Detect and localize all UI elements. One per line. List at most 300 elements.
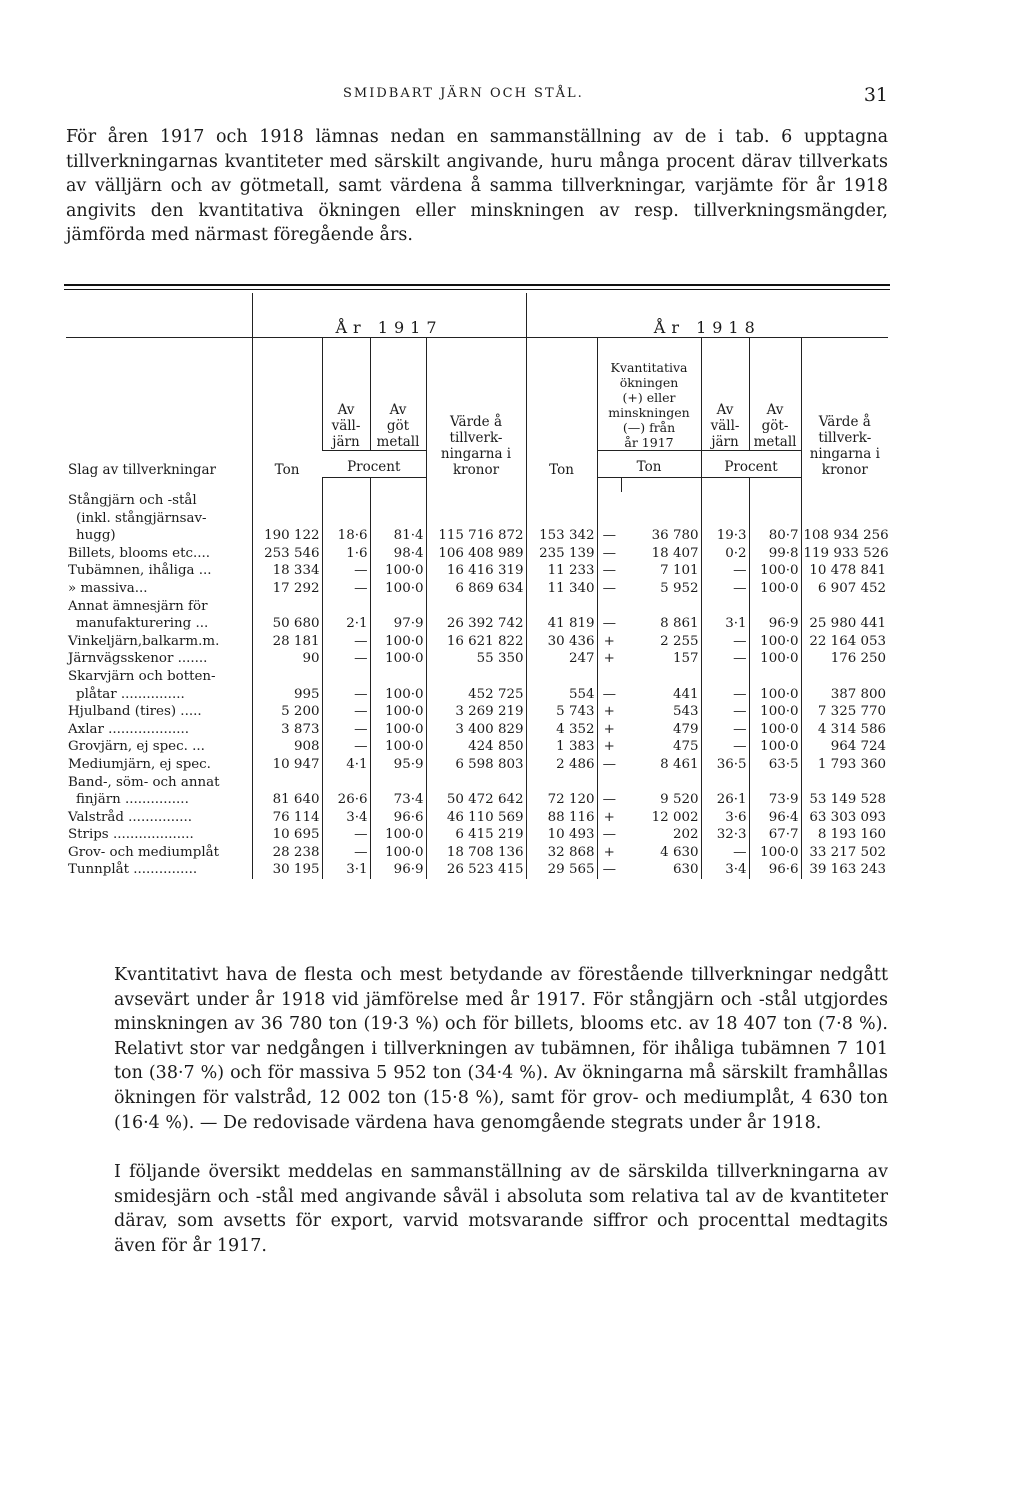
- cell-v17: —: [322, 562, 370, 580]
- hdr-line: (+) eller: [622, 390, 676, 405]
- intro-paragraph: För åren 1917 och 1918 lämnas nedan en sammanställning av de i tab. 6 upptagna tillverkningarnas kvantiteter med särskilt angivande, huru många procent därav tillverkats av välljärn och av götmetall, samt värdena å samma tillverkningar, varjämte för år 1918 angivits den kvantitativa ökningen eller minskningen av resp. tillverkningsmängder, jämförda med närmast föregående års.: [66, 127, 888, 246]
- cell-val18: 8 193 160: [801, 826, 888, 844]
- cell-g17: 100·0: [370, 826, 426, 844]
- cell-g17: 100·0: [370, 738, 426, 756]
- table-row: [66, 633, 888, 651]
- cell-sign: +: [597, 650, 621, 668]
- row-label: Grov- och mediumplåt: [68, 844, 219, 860]
- cell-diff: 36 780: [651, 528, 699, 544]
- cell-t17: 5 200: [252, 703, 322, 721]
- hdr-line: metall: [753, 434, 797, 450]
- cell-t18: 32 868: [526, 844, 597, 862]
- cell-val18: 108 934 256: [801, 527, 888, 545]
- table-body: [66, 478, 888, 880]
- cell-val18: [801, 492, 888, 510]
- cell-v18: [701, 492, 749, 510]
- cell-diff: 157: [672, 651, 699, 667]
- table-row: [66, 527, 888, 545]
- cell-g17: 95·9: [370, 756, 426, 774]
- cell-g18: 96·9: [749, 615, 801, 633]
- cell-g18: 100·0: [749, 633, 801, 651]
- table-row: [66, 615, 888, 633]
- cell-g17: 98·4: [370, 545, 426, 563]
- cell-sign: [597, 668, 621, 686]
- table-row: [66, 826, 888, 844]
- cell-v17: 4·1: [322, 756, 370, 774]
- cell-g17: 81·4: [370, 527, 426, 545]
- table-spacer-row: [66, 478, 888, 493]
- table-top-rule-thin: [64, 289, 890, 290]
- cell-v18: —: [701, 721, 749, 739]
- table-row: [66, 545, 888, 563]
- cell-v18: 3·6: [701, 809, 749, 827]
- row-label: Band-, söm- och annat: [68, 774, 220, 790]
- cell-g17: 96·6: [370, 809, 426, 827]
- page-header: [0, 84, 1024, 108]
- cell-v17: —: [322, 738, 370, 756]
- hdr-line: metall: [376, 434, 420, 450]
- cell-t18: 11 340: [526, 580, 597, 598]
- cell-diff: 8 461: [660, 756, 699, 772]
- hdr-line: göt: [386, 418, 410, 434]
- cell-v18: —: [701, 562, 749, 580]
- hdr-line: järn: [711, 434, 739, 450]
- cell-val17: 6 415 219: [426, 826, 526, 844]
- cell-sign: +: [597, 633, 621, 651]
- cell-g18: 67·7: [749, 826, 801, 844]
- cell-g17: 100·0: [370, 844, 426, 862]
- cell-v17: —: [322, 826, 370, 844]
- cell-diff: [621, 668, 701, 686]
- cell-v17: —: [322, 844, 370, 862]
- table-row: [66, 756, 888, 774]
- spacer-cell: [621, 478, 701, 493]
- production-table: [66, 293, 888, 879]
- table-row: [66, 721, 888, 739]
- cell-diff: [621, 774, 701, 792]
- cell-v17: 2·1: [322, 615, 370, 633]
- cell-val18: 33 217 502: [801, 844, 888, 862]
- cell-g17: [370, 510, 426, 528]
- header-kind: Slag av tillverkningar: [68, 461, 216, 478]
- cell-g17: 100·0: [370, 703, 426, 721]
- cell-t18: 29 565: [526, 861, 597, 879]
- cell-t18: [526, 598, 597, 616]
- cell-val17: 55 350: [426, 650, 526, 668]
- cell-val18: 39 163 243: [801, 861, 888, 879]
- cell-g17: 100·0: [370, 650, 426, 668]
- spacer-cell: [252, 478, 322, 493]
- cell-val18: 964 724: [801, 738, 888, 756]
- cell-diff: 4 630: [660, 844, 699, 860]
- cell-diff: [621, 492, 701, 510]
- table-row: [66, 562, 888, 580]
- hdr-line: tillverk-: [818, 429, 872, 446]
- cell-v17: —: [322, 633, 370, 651]
- spacer-cell: [426, 478, 526, 493]
- cell-v18: 36·5: [701, 756, 749, 774]
- cell-g17: 100·0: [370, 580, 426, 598]
- cell-t18: [526, 492, 597, 510]
- cell-val17: 50 472 642: [426, 791, 526, 809]
- cell-t18: 247: [526, 650, 597, 668]
- cell-val17: [426, 598, 526, 616]
- cell-v18: 19·3: [701, 527, 749, 545]
- table-row: [66, 668, 888, 686]
- cell-v18: [701, 510, 749, 528]
- row-label: Tubämnen, ihåliga ...: [68, 563, 212, 579]
- row-label: Billets, blooms etc....: [68, 545, 211, 561]
- row-label: Valstråd ...............: [68, 809, 193, 825]
- cell-diff: 2 255: [660, 633, 699, 649]
- header-varde-1918: [801, 338, 888, 478]
- running-title: SMIDBART JÄRN OCH STÅL.: [343, 86, 584, 101]
- cell-t17: 81 640: [252, 791, 322, 809]
- cell-val17: 115 716 872: [426, 527, 526, 545]
- cell-val17: 3 269 219: [426, 703, 526, 721]
- cell-val17: 46 110 569: [426, 809, 526, 827]
- hdr-line: ökningen: [619, 375, 679, 390]
- cell-t18: 30 436: [526, 633, 597, 651]
- header-varde-1917: [426, 338, 526, 478]
- header-gotmetall-1917: [370, 338, 426, 451]
- cell-t17: 908: [252, 738, 322, 756]
- cell-sign: +: [597, 738, 621, 756]
- cell-v17: 18·6: [322, 527, 370, 545]
- cell-t17: [252, 774, 322, 792]
- cell-val17: 16 621 822: [426, 633, 526, 651]
- cell-g18: 99·8: [749, 545, 801, 563]
- cell-g17: 100·0: [370, 562, 426, 580]
- cell-t18: 554: [526, 686, 597, 704]
- cell-t17: [252, 510, 322, 528]
- unit-procent-1918: Procent: [701, 451, 801, 478]
- cell-g17: 100·0: [370, 721, 426, 739]
- cell-t18: 1 383: [526, 738, 597, 756]
- cell-t18: 88 116: [526, 809, 597, 827]
- cell-t17: 190 122: [252, 527, 322, 545]
- cell-g18: 96·4: [749, 809, 801, 827]
- table-row: [66, 809, 888, 827]
- row-label: Skarvjärn och botten-: [68, 668, 216, 684]
- table-row: [66, 774, 888, 792]
- cell-sign: +: [597, 703, 621, 721]
- table-row: [66, 861, 888, 879]
- cell-t17: 76 114: [252, 809, 322, 827]
- cell-g18: 80·7: [749, 527, 801, 545]
- table-row: [66, 598, 888, 616]
- cell-g17: [370, 668, 426, 686]
- cell-sign: —: [597, 545, 621, 563]
- cell-t17: [252, 598, 322, 616]
- cell-v18: —: [701, 844, 749, 862]
- cell-g18: 73·9: [749, 791, 801, 809]
- cell-g18: [749, 510, 801, 528]
- cell-diff: 12 002: [651, 809, 699, 825]
- hdr-line: Av: [716, 402, 734, 418]
- cell-t18: [526, 774, 597, 792]
- cell-val18: 25 980 441: [801, 615, 888, 633]
- spacer-cell: [701, 478, 749, 493]
- cell-val18: 4 314 586: [801, 721, 888, 739]
- cell-v18: 32·3: [701, 826, 749, 844]
- cell-val17: [426, 774, 526, 792]
- cell-sign: [597, 598, 621, 616]
- row-label: Strips ...................: [68, 827, 194, 843]
- table-row: [66, 510, 888, 528]
- table-row: [66, 703, 888, 721]
- cell-sign: —: [597, 826, 621, 844]
- cell-g17: [370, 774, 426, 792]
- cell-v18: —: [701, 738, 749, 756]
- row-label: Mediumjärn, ej spec.: [68, 756, 211, 772]
- cell-v17: —: [322, 721, 370, 739]
- cell-val18: 119 933 526: [801, 545, 888, 563]
- cell-g18: 100·0: [749, 650, 801, 668]
- cell-diff: 7 101: [660, 563, 699, 579]
- cell-g18: 100·0: [749, 562, 801, 580]
- cell-diff: 475: [672, 739, 699, 755]
- cell-g18: 100·0: [749, 738, 801, 756]
- cell-t18: 41 819: [526, 615, 597, 633]
- cell-v18: —: [701, 633, 749, 651]
- hdr-line: väll-: [710, 418, 740, 434]
- cell-t18: 2 486: [526, 756, 597, 774]
- cell-g17: 73·4: [370, 791, 426, 809]
- row-label: plåtar ...............: [76, 686, 185, 702]
- cell-v17: [322, 774, 370, 792]
- cell-g18: 100·0: [749, 580, 801, 598]
- cell-val17: 3 400 829: [426, 721, 526, 739]
- spacer-cell: [801, 478, 888, 493]
- cell-t18: [526, 668, 597, 686]
- cell-t17: 50 680: [252, 615, 322, 633]
- spacer-cell: [322, 478, 370, 493]
- cell-v17: —: [322, 686, 370, 704]
- hdr-line: Kvantitativa: [610, 360, 688, 375]
- hdr-line: Av: [337, 402, 355, 418]
- row-label: Grovjärn, ej spec. ...: [68, 739, 205, 755]
- hdr-line: Av: [389, 402, 407, 418]
- cell-sign: +: [597, 844, 621, 862]
- cell-g17: 100·0: [370, 686, 426, 704]
- table-row: [66, 738, 888, 756]
- cell-g18: 100·0: [749, 686, 801, 704]
- cell-val18: 63 303 093: [801, 809, 888, 827]
- cell-sign: [597, 492, 621, 510]
- cell-sign: —: [597, 562, 621, 580]
- cell-v17: —: [322, 580, 370, 598]
- page-number: 31: [863, 84, 888, 106]
- header-year-1918: År 1918: [526, 293, 888, 338]
- table-row: [66, 844, 888, 862]
- row-label: Vinkeljärn,balkarm.m.: [68, 633, 220, 649]
- row-label: hugg): [76, 528, 116, 544]
- cell-val17: 106 408 989: [426, 545, 526, 563]
- cell-t17: 18 334: [252, 562, 322, 580]
- cell-val18: 387 800: [801, 686, 888, 704]
- cell-v18: —: [701, 703, 749, 721]
- row-label: Tunnplåt ...............: [68, 862, 198, 878]
- cell-g17: 100·0: [370, 633, 426, 651]
- cell-v18: 3·4: [701, 861, 749, 879]
- cell-t17: 995: [252, 686, 322, 704]
- cell-val17: 16 416 319: [426, 562, 526, 580]
- cell-diff: 441: [672, 686, 699, 702]
- cell-v17: 1·6: [322, 545, 370, 563]
- cell-val17: 18 708 136: [426, 844, 526, 862]
- table-row: [66, 686, 888, 704]
- cell-g18: 63·5: [749, 756, 801, 774]
- cell-sign: —: [597, 791, 621, 809]
- unit-ton-1918: Ton: [597, 451, 701, 478]
- cell-sign: —: [597, 527, 621, 545]
- cell-diff: [621, 510, 701, 528]
- cell-t18: 235 139: [526, 545, 597, 563]
- row-label: manufakturering ...: [76, 616, 209, 632]
- cell-val18: 176 250: [801, 650, 888, 668]
- header-valljarn-1917: [322, 338, 370, 451]
- cell-g18: 96·6: [749, 861, 801, 879]
- cell-t18: [526, 510, 597, 528]
- cell-v18: —: [701, 650, 749, 668]
- table-top-rule: [64, 284, 890, 286]
- table-row: [66, 492, 888, 510]
- cell-diff: 479: [672, 721, 699, 737]
- cell-sign: —: [597, 861, 621, 879]
- cell-sign: —: [597, 615, 621, 633]
- cell-t18: 11 233: [526, 562, 597, 580]
- cell-v18: 26·1: [701, 791, 749, 809]
- cell-val18: [801, 774, 888, 792]
- spacer-cell: [526, 478, 597, 493]
- cell-val18: 7 325 770: [801, 703, 888, 721]
- cell-val18: 10 478 841: [801, 562, 888, 580]
- cell-t18: 4 352: [526, 721, 597, 739]
- cell-diff: 9 520: [660, 792, 699, 808]
- cell-val18: [801, 510, 888, 528]
- row-label: Annat ämnesjärn för: [68, 598, 208, 614]
- cell-g17: 97·9: [370, 615, 426, 633]
- cell-t17: 30 195: [252, 861, 322, 879]
- cell-diff: [621, 598, 701, 616]
- cell-g17: 96·9: [370, 861, 426, 879]
- cell-t17: [252, 492, 322, 510]
- hdr-line: minskningen: [608, 405, 690, 420]
- hdr-line: kronor: [821, 461, 868, 478]
- row-label: Stångjärn och -stål: [68, 493, 197, 508]
- cell-v17: 3·1: [322, 861, 370, 879]
- cell-g18: [749, 668, 801, 686]
- cell-val18: 53 149 528: [801, 791, 888, 809]
- table-row: [66, 650, 888, 668]
- header-ton-1918: Ton: [526, 338, 597, 478]
- row-label: » massiva...: [68, 580, 148, 596]
- cell-val17: [426, 510, 526, 528]
- cell-t17: [252, 668, 322, 686]
- header-gotmetall-1918: [749, 338, 801, 451]
- hdr-line: kronor: [452, 461, 500, 478]
- cell-g18: [749, 774, 801, 792]
- cell-t18: 5 743: [526, 703, 597, 721]
- hdr-line: tillverk-: [449, 429, 503, 446]
- header-year-1917: År 1917: [252, 293, 526, 338]
- header-blank: [66, 293, 252, 338]
- cell-v17: 3·4: [322, 809, 370, 827]
- spacer-cell: [597, 478, 621, 493]
- header-kvantitativa: [597, 338, 701, 451]
- cell-g18: [749, 492, 801, 510]
- spacer-cell: [66, 478, 252, 493]
- hdr-line: Värde å: [450, 413, 502, 430]
- row-label: Hjulband (tires) .....: [68, 704, 202, 720]
- table-row: [66, 580, 888, 598]
- cell-diff: 543: [672, 704, 699, 720]
- hdr-line: göt-: [761, 418, 789, 434]
- cell-v17: [322, 668, 370, 686]
- cell-val17: 424 850: [426, 738, 526, 756]
- hdr-line: år 1917: [624, 435, 674, 450]
- header-valljarn-1918: [701, 338, 749, 451]
- cell-val18: 1 793 360: [801, 756, 888, 774]
- cell-val17: [426, 668, 526, 686]
- row-label: Axlar ...................: [68, 721, 190, 737]
- overview-paragraph: I följande översikt meddelas en sammanställning av de särskilda tillverkningarna av smidesjärn och -stål med angivande såväl i absoluta som relativa tal av de kvantiteter därav, som avsetts för export, varvid motsvarande siffror och procenttal medtagits även för år 1917.: [114, 1162, 888, 1256]
- cell-t17: 3 873: [252, 721, 322, 739]
- cell-v18: 3·1: [701, 615, 749, 633]
- cell-g18: 100·0: [749, 703, 801, 721]
- cell-v18: [701, 668, 749, 686]
- cell-t17: 253 546: [252, 545, 322, 563]
- hdr-line: ningarna i: [809, 445, 880, 462]
- row-label: (inkl. stångjärnsav-: [76, 510, 207, 526]
- cell-diff: 630: [672, 862, 699, 878]
- cell-g17: [370, 492, 426, 510]
- cell-v17: —: [322, 703, 370, 721]
- cell-v17: 26·6: [322, 791, 370, 809]
- cell-val17: 6 869 634: [426, 580, 526, 598]
- cell-t17: 10 695: [252, 826, 322, 844]
- spacer-cell: [749, 478, 801, 493]
- cell-t17: 28 181: [252, 633, 322, 651]
- cell-t17: 90: [252, 650, 322, 668]
- cell-sign: +: [597, 809, 621, 827]
- cell-val17: 6 598 803: [426, 756, 526, 774]
- cell-t18: 153 342: [526, 527, 597, 545]
- cell-diff: 202: [672, 827, 699, 843]
- hdr-line: (—) från: [622, 420, 676, 435]
- cell-t17: 10 947: [252, 756, 322, 774]
- cell-g18: [749, 598, 801, 616]
- cell-t17: 17 292: [252, 580, 322, 598]
- cell-val17: 452 725: [426, 686, 526, 704]
- cell-g17: [370, 598, 426, 616]
- hdr-line: Värde å: [818, 413, 871, 430]
- cell-t17: 28 238: [252, 844, 322, 862]
- cell-v17: [322, 598, 370, 616]
- cell-sign: —: [597, 756, 621, 774]
- cell-sign: +: [597, 721, 621, 739]
- table-row: [66, 791, 888, 809]
- cell-val18: 6 907 452: [801, 580, 888, 598]
- cell-v18: [701, 598, 749, 616]
- cell-diff: 18 407: [651, 545, 699, 561]
- cell-t18: 10 493: [526, 826, 597, 844]
- cell-sign: —: [597, 580, 621, 598]
- unit-procent-1917: Procent: [322, 451, 426, 478]
- hdr-line: ningarna i: [440, 445, 512, 462]
- hdr-line: väll-: [331, 418, 361, 434]
